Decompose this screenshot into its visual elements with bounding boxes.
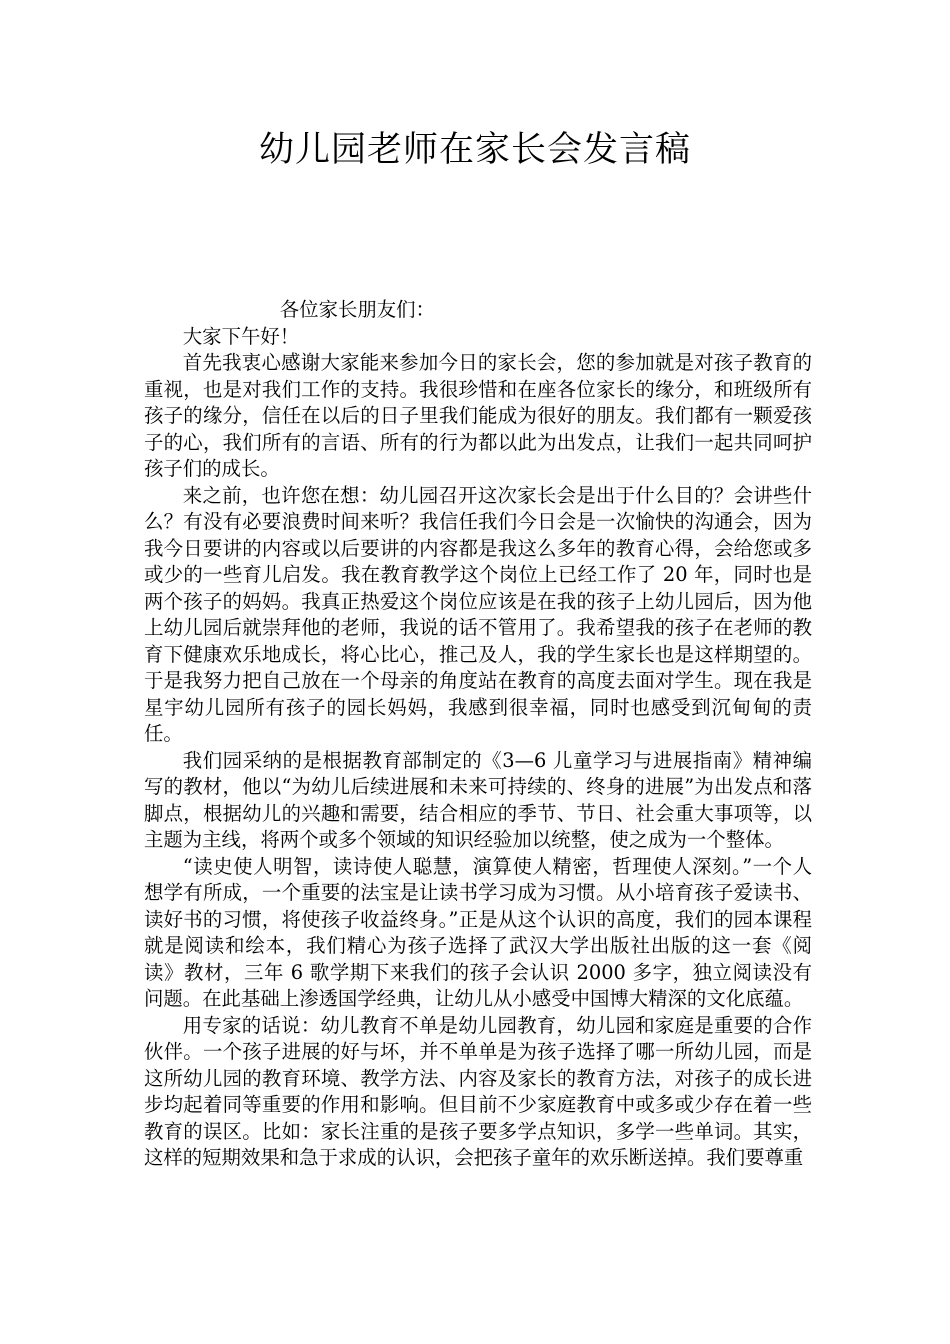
paragraph-curriculum: 我们园采纳的是根据教育部制定的《3—6 儿童学习与进展指南》精神编写的教材，他以“为幼儿后续进展和未来可持续的、终身的进展”为出发点和落脚点，根据幼儿的兴趣和需要，结合相应的季节、节日、社会重大事项等，以主题为主线，将两个或多个领域的知识经验加以统整，使之成为一个整体。: [144, 748, 812, 851]
document-title: 幼儿园老师在家长会发言稿: [258, 130, 691, 170]
paragraph-thanks: 首先我衷心感谢大家能来参加今日的家长会，您的参加就是对孩子教育的重视，也是对我们工作的支持。我很珍惜和在座各位家长的缘分，和班级所有孩子的缘分，信任在以后的日子里我们能成为很好的朋友。我们都有一颗爱孩子的心，我们所有的言语、所有的行为都以此为出发点，让我们一起共同呵护孩子们的成长。: [144, 351, 812, 480]
salutation: 各位家长朋友们：: [279, 298, 435, 321]
paragraph-introduction: 来之前，也许您在想：幼儿园召开这次家长会是出于什么目的？会讲些什么？有没有必要浪费时间来听？我信任我们今日会是一次愉快的沟通会，因为我今日要讲的内容或以后要讲的内容都是我这么多年的教育心得，会给您或多或少的一些育儿启发。我在教育教学这个岗位上已经工作了 20 年，同时也是两个孩子的妈妈。我真正热爱这个岗位应该是在我的孩子上幼儿园后，因为他上幼儿园后就崇拜他的老师，我说的话不管用了。我希望我的孩子在老师的教育下健康欢乐地成长，将心比心，推己及人，我的学生家长也是这样期望的。于是我努力把自己放在一个母亲的角度站在教育的高度去面对学生。现在我是星宇幼儿园所有孩子的园长妈妈，我感到很幸福，同时也感受到沉甸甸的责任。: [144, 483, 812, 745]
paragraph-greeting: 大家下午好！: [182, 324, 300, 348]
paragraph-family-education: 用专家的话说：幼儿教育不单是幼儿园教育，幼儿园和家庭是重要的合作伙伴。一个孩子进展的好与坏，并不单单是为孩子选择了哪一所幼儿园，而是这所幼儿园的教育环境、教学方法、内容及家长的教育方法，对孩子的成长进步均起着同等重要的作用和影响。但目前不少家庭教育中或多或少存在着一些教育的误区。比如：家长注重的是孩子要多学点知识，多学一些单词。其实，这样的短期效果和急于求成的认识，会把孩子童年的欢乐断送掉。我们要尊重: [144, 1013, 812, 1169]
document-body: [144, 297, 812, 1172]
paragraph-reading: “读史使人明智，读诗使人聪慧，演算使人精密，哲理使人深刻。”一个人想学有所成，一个重要的法宝是让读书学习成为习惯。从小培育孩子爱读书、读好书的习惯，将使孩子收益终身。”正是从这个认识的高度，我们的园本课程就是阅读和绘本，我们精心为孩子选择了武汉大学出版社出版的这一套《阅读》教材，三年 6 歌学期下来我们的孩子会认识 2000 多字，独立阅读没有问题。在此基础上渗透国学经典，让幼儿从小感受中国博大精深的文化底蕴。: [144, 854, 812, 1010]
